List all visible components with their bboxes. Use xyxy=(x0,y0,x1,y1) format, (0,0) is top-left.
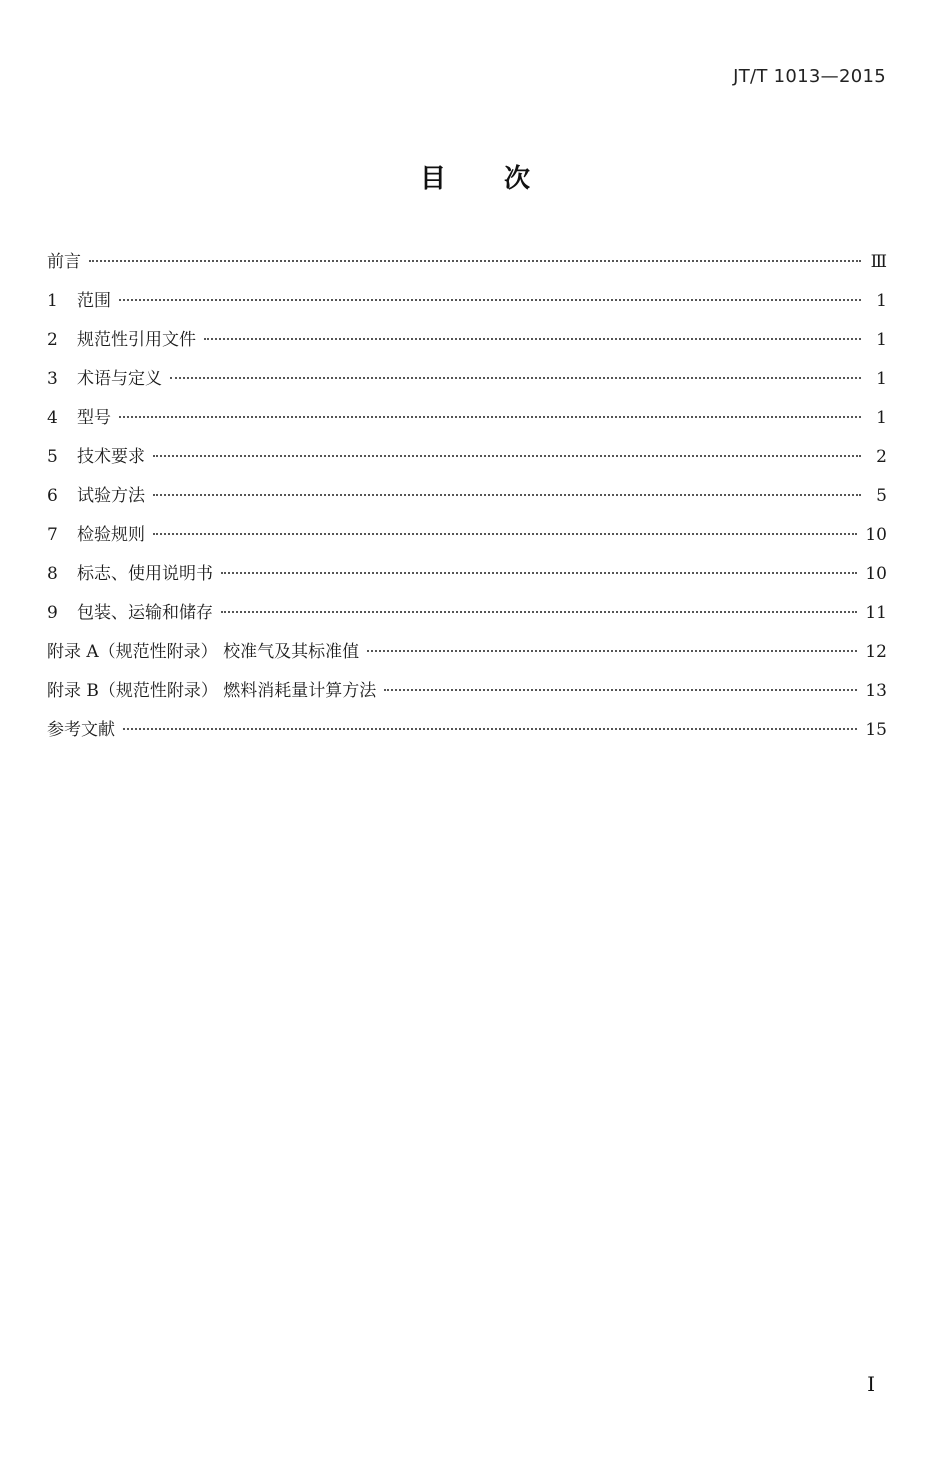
toc-leader xyxy=(221,572,857,574)
toc-label: 检验规则 xyxy=(77,525,145,545)
toc-page: 13 xyxy=(865,681,887,701)
toc-leader xyxy=(153,533,857,535)
toc-label: 附录 A（规范性附录） 校准气及其标准值 xyxy=(47,642,360,662)
toc-page: 1 xyxy=(876,330,887,350)
page-title xyxy=(0,158,950,195)
toc-leader xyxy=(153,455,861,457)
title-char-2: 次 xyxy=(504,164,531,194)
title-char-1: 目 xyxy=(419,164,446,194)
toc-page: 15 xyxy=(865,720,887,740)
toc-label: 技术要求 xyxy=(77,447,145,467)
toc-leader xyxy=(153,494,861,496)
toc-page: 12 xyxy=(865,642,887,662)
toc-page: 10 xyxy=(865,525,887,545)
toc-row-2[interactable] xyxy=(47,321,887,360)
toc-row-foreword[interactable] xyxy=(47,243,887,282)
toc-leader xyxy=(89,260,861,262)
toc-leader xyxy=(170,377,861,379)
toc-leader xyxy=(367,650,857,652)
toc-num: 4 xyxy=(47,408,58,428)
toc-label: 术语与定义 xyxy=(77,369,162,389)
toc-leader xyxy=(221,611,857,613)
toc-label: 前言 xyxy=(47,252,81,272)
toc-num: 6 xyxy=(47,486,58,506)
toc-row-7[interactable] xyxy=(47,516,887,555)
toc-label: 试验方法 xyxy=(77,486,145,506)
toc-leader xyxy=(119,416,861,418)
toc-leader xyxy=(119,299,861,301)
standard-code: JT/T 1013—2015 xyxy=(733,66,886,87)
toc-label: 标志、使用说明书 xyxy=(77,564,213,584)
toc-page: 1 xyxy=(876,369,887,389)
toc-page: 11 xyxy=(865,603,887,623)
toc-row-1[interactable] xyxy=(47,282,887,321)
table-of-contents xyxy=(47,243,887,750)
toc-num: 1 xyxy=(47,291,58,311)
toc-label: 包装、运输和储存 xyxy=(77,603,213,623)
toc-row-annex-a[interactable] xyxy=(47,633,887,672)
page-number: I xyxy=(867,1372,875,1396)
toc-page: Ⅲ xyxy=(870,252,887,272)
toc-page: 10 xyxy=(865,564,887,584)
toc-label: 附录 B（规范性附录） 燃料消耗量计算方法 xyxy=(47,681,377,701)
toc-row-6[interactable] xyxy=(47,477,887,516)
toc-label: 规范性引用文件 xyxy=(77,330,196,350)
toc-leader xyxy=(384,689,857,691)
toc-row-8[interactable] xyxy=(47,555,887,594)
toc-row-9[interactable] xyxy=(47,594,887,633)
toc-num: 7 xyxy=(47,525,58,545)
toc-num: 3 xyxy=(47,369,58,389)
toc-num: 8 xyxy=(47,564,58,584)
toc-label: 范围 xyxy=(77,291,111,311)
toc-row-5[interactable] xyxy=(47,438,887,477)
toc-num: 9 xyxy=(47,603,58,623)
toc-page: 1 xyxy=(876,291,887,311)
toc-leader xyxy=(123,728,857,730)
toc-page: 2 xyxy=(876,447,887,467)
toc-row-annex-b[interactable] xyxy=(47,672,887,711)
toc-label: 型号 xyxy=(77,408,111,428)
toc-row-bibliography[interactable] xyxy=(47,711,887,750)
toc-label: 参考文献 xyxy=(47,720,115,740)
toc-num: 5 xyxy=(47,447,58,467)
toc-leader xyxy=(204,338,861,340)
toc-page: 1 xyxy=(876,408,887,428)
toc-num: 2 xyxy=(47,330,58,350)
toc-row-3[interactable] xyxy=(47,360,887,399)
toc-page: 5 xyxy=(876,486,887,506)
toc-row-4[interactable] xyxy=(47,399,887,438)
